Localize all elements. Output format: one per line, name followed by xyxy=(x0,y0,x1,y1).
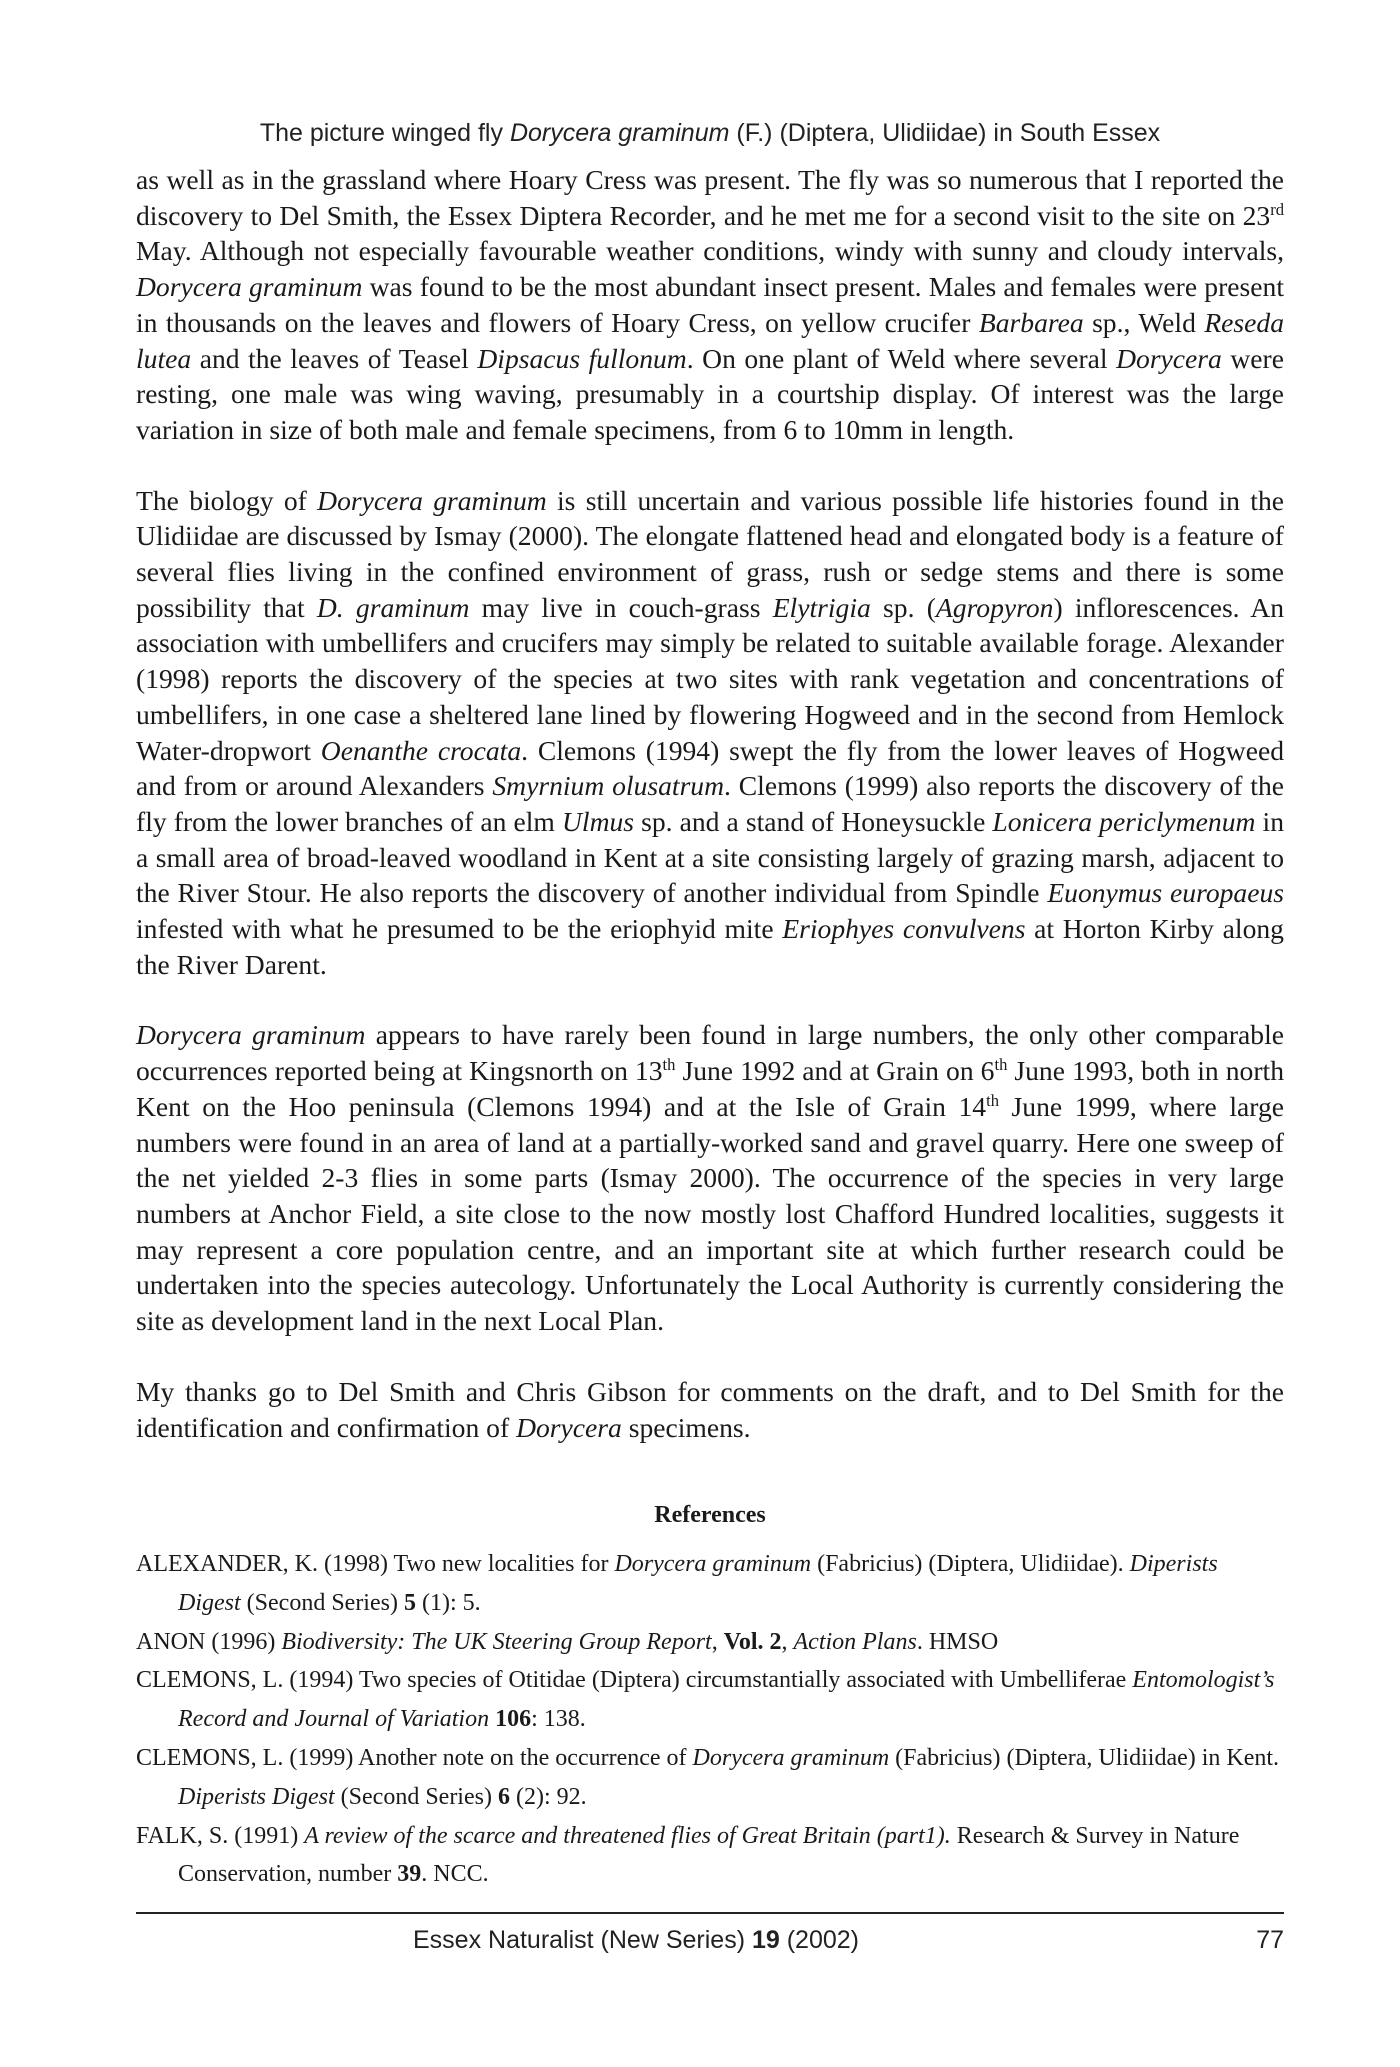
footer-journal-citation: Essex Naturalist (New Series) 19 (2002) xyxy=(412,1926,859,1954)
species-name: Barbarea xyxy=(978,306,1084,338)
species-name: Dorycera xyxy=(1116,342,1222,374)
reference-item: CLEMONS, L. (1994) Two species of Otitidae (Diptera) circumstantially associated with Umbelliferae Entomologist’s Record and Journal of Variation 106: 138. xyxy=(136,1667,1275,1733)
page-number: 77 xyxy=(1256,1926,1284,1954)
species-name: Agropyron xyxy=(935,591,1054,623)
species-name: Smyrnium olusatrum xyxy=(492,770,725,802)
species-name: Dipsacus fullonum xyxy=(477,342,687,374)
species-name: Eriophyes convulvens xyxy=(782,913,1026,945)
reference-item: ALEXANDER, K. (1998) Two new localities for Dorycera graminum (Fabricius) (Diptera, Ulidiidae). Diperists Digest (Second Series) 5 (1): 5. xyxy=(136,1551,1218,1616)
species-name: Dorycera graminum xyxy=(317,484,547,516)
paragraph-3: Dorycera graminum appears to have rarely been found in large numbers, the only other comparable occurrences reported being at Kingsnorth on 13th June 1992 and at Grain on 6th June 1993, both in north Kent on the Hoo peninsula (Clemons 1994) and at the Isle of Grain 14th June 1999, where large numbers were found in an area of land at a partially-worked sand and gravel quarry. Here one sweep of the net yielded 2-3 flies in some parts (Ismay 2000). The occurrence of the species in very large numbers at Anchor Field, a site close to the now mostly lost Chafford Hundred localities, suggests it may represent a core population centre, and an important site at which further research could be undertaken into the species autecology. Unfortunately the Local Authority is currently considering the site as development land in the next Local Plan. xyxy=(136,1019,1285,1337)
reference-item: FALK, S. (1991) A review of the scarce and threatened flies of Great Britain (part1). Research & Survey in Nature Conservation, number 39. NCC. xyxy=(136,1822,1240,1888)
footer-rule xyxy=(136,1912,1284,1914)
paragraph-2: The biology of Dorycera graminum is still uncertain and various possible life histories found in the Ulidiidae are discussed by Ismay (2000). The elongate flattened head and elongated body is a feature of several flies living in the confined environment of grass, rush or sedge stems and there is some possibility that D. graminum may live in couch-grass Elytrigia sp. (Agropyron) inflorescences. An association with umbellifers and crucifers may simply be related to suitable available forage. Alexander (1998) reports the discovery of the species at two sites with rank vegetation and concentrations of umbellifers, in one case a sheltered lane lined by flowering Hogweed and in the second from Hemlock Water-dropwort Oenanthe crocata. Clemons (1994) swept the fly from the lower leaves of Hogweed and from or around Alexanders Smyrnium olusatrum. Clemons (1999) also reports the discovery of the fly from the lower branches of an elm Ulmus sp. and a stand of Honeysuckle Lonicera periclymenum in a small area of broad-leaved woodland in Kent at a site consisting largely of grazing marsh, adjacent to the River Stour. He also reports the discovery of another individual from Spindle Euonymus europaeus infested with what he presumed to be the eriophyid mite Eriophyes convulvens at Horton Kirby along the River Darent. xyxy=(136,484,1285,980)
paragraph-1: as well as in the grassland where Hoary Cress was present. The fly was so numerous that I reported the discovery to Del Smith, the Essex Diptera Recorder, and he met me for a second visit to the site on 23rd May. Although not especially favourable weather conditions, windy with sunny and cloudy intervals, Dorycera graminum was found to be the most abundant insect present. Males and females were present in thousands on the leaves and flowers of Hoary Cress, on yellow crucifer Barbarea sp., Weld Reseda lutea and the leaves of Teasel Dipsacus fullonum. On one plant of Weld where several Dorycera were resting, one male was wing waving, presumably in a courtship display. Of interest was the large variation in size of both male and female specimens, from 6 to 10mm in length. xyxy=(136,164,1284,445)
species-name: Ulmus xyxy=(561,805,635,837)
article-body xyxy=(136,162,1284,1445)
running-head: The picture winged fly Dorycera graminum (F.) (Diptera, Ulidiidae) in South Essex xyxy=(259,119,1161,147)
reference-item: ANON (1996) Biodiversity: The UK Steering Group Report, Vol. 2, Action Plans. HMSO xyxy=(136,1628,999,1655)
references-list xyxy=(136,1545,1284,1894)
species-name: Oenanthe crocata xyxy=(320,734,522,766)
species-name: D. graminum xyxy=(316,591,470,623)
species-name: Dorycera graminum xyxy=(509,119,730,147)
species-name: Dorycera graminum xyxy=(136,271,363,303)
reference-item: CLEMONS, L. (1999) Another note on the occurrence of Dorycera graminum (Fabricius) (Diptera, Ulidiidae) in Kent. Diperists Digest (Second Series) 6 (2): 92. xyxy=(136,1744,1280,1810)
references-heading: References xyxy=(654,1502,766,1528)
species-name: Dorycera xyxy=(516,1411,622,1443)
species-name: Dorycera graminum xyxy=(136,1019,366,1051)
species-name: Elytrigia xyxy=(772,591,871,623)
species-name: Lonicera periclymenum xyxy=(992,805,1256,837)
species-name: Reseda lutea xyxy=(136,306,1284,374)
paragraph-4-acknowledgements: My thanks go to Del Smith and Chris Gibson for comments on the draft, and to Del Smith for the identification and confirmation of Dorycera specimens. xyxy=(136,1375,1284,1443)
species-name: Euonymus europaeus xyxy=(1047,877,1284,909)
